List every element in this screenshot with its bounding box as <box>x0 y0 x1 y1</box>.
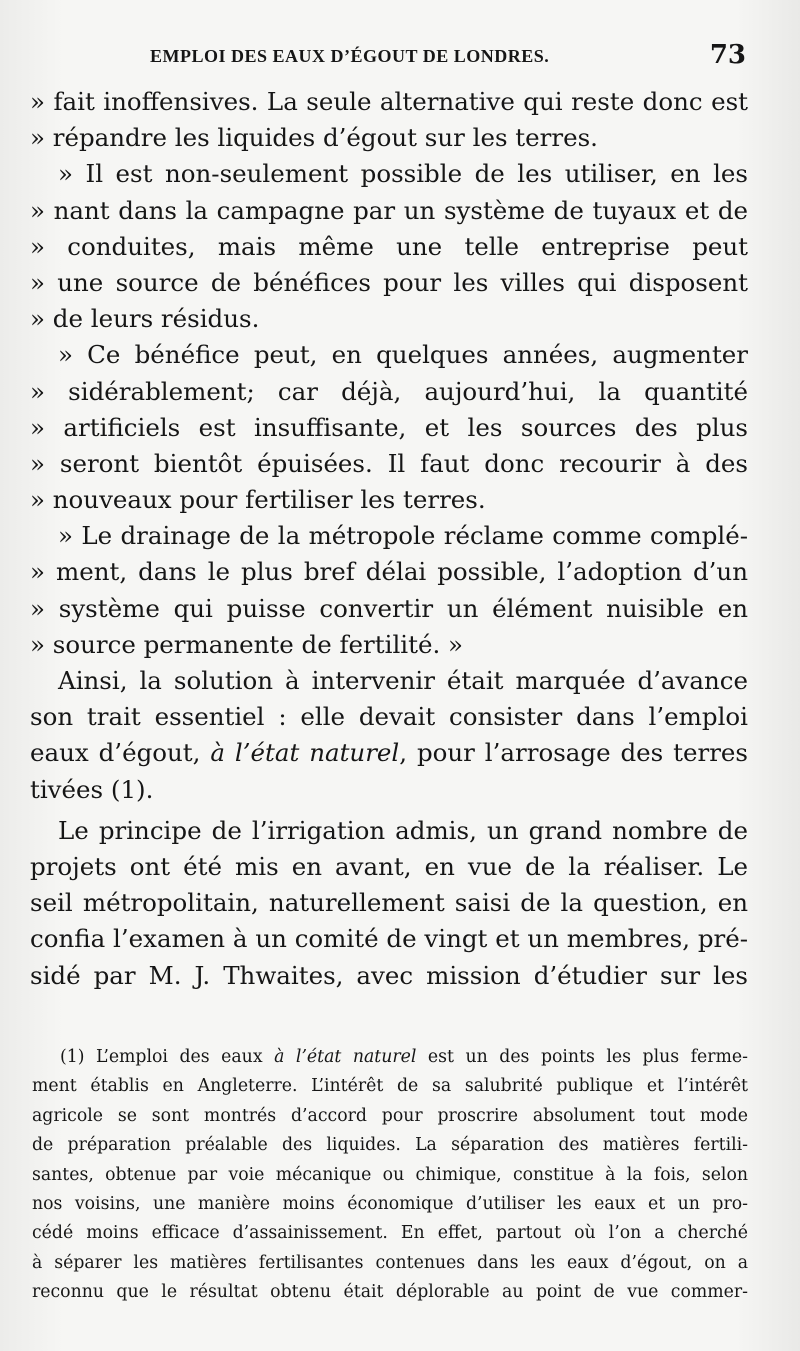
text-line: » système qui puisse convertir un élément nuisible en <box>30 593 748 623</box>
footnote-line: de préparation préalable des liquides. La séparation des matières fertili- <box>32 1135 748 1156</box>
text-line: » Le drainage de la métropole réclame comme complé- <box>58 521 748 551</box>
footnote-line: à séparer les matières fertilisantes contenues dans les eaux d’égout, on a <box>32 1252 748 1273</box>
footnote-line: santes, obtenue par voie mécanique ou chimique, constitue à la fois, selon <box>32 1164 748 1185</box>
italic-phrase: à l’état naturel <box>210 738 400 768</box>
footnote-line: cédé moins efficace d’assainissement. En effet, partout où l’on a cherché <box>32 1223 748 1244</box>
text-line: seil métropolitain, naturellement saisi de la question, en <box>30 888 748 918</box>
text-line: » nant dans la campagne par un système de tuyaux et de <box>30 195 748 225</box>
text-run: (1) L’emploi des eaux <box>60 1047 275 1067</box>
text-line: » seront bientôt épuisées. Il faut donc recourir à des <box>30 448 748 478</box>
text-line: » Il est non-seulement possible de les utiliser, en les <box>58 159 748 189</box>
main-text <box>30 84 748 994</box>
text-line: son trait essentiel : elle devait consister dans l’emploi <box>30 702 748 732</box>
footnote-line: agricole se sont montrés d’accord pour proscrire absolument tout mode <box>32 1105 748 1126</box>
text-run: eaux d’égout, <box>30 738 211 768</box>
text-line: » Ce bénéfice peut, en quelques années, augmenter <box>58 340 748 370</box>
text-line: » ment, dans le plus bref délai possible, l’adoption d’un <box>30 557 748 587</box>
footnote-line: nos voisins, une manière moins économique d’utiliser les eaux et un pro- <box>32 1193 748 1214</box>
italic-phrase: à l’état naturel <box>274 1047 417 1067</box>
text-line: » répandre les liquides d’égout sur les terres. <box>30 123 598 153</box>
running-title: EMPLOI DES EAUX D’ÉGOUT DE LONDRES. <box>150 46 550 66</box>
text-line: sidé par M. J. Thwaites, avec mission d’étudier sur les <box>30 960 748 990</box>
text-line-with-italic <box>30 735 748 771</box>
text-line: tivées (1). <box>30 774 154 804</box>
text-line: Ainsi, la solution à intervenir était marquée d’avance <box>58 666 748 695</box>
text-run: est un des points les plus ferme- <box>416 1047 748 1067</box>
text-line: confia l’examen à un comité de vingt et un membres, pré- <box>30 924 748 954</box>
text-line: » source permanente de fertilité. » <box>30 629 464 659</box>
text-line: » artificiels est insuffisante, et les sources des plus <box>30 412 748 442</box>
footnote-line: ment établis en Angleterre. L’intérêt de sa salubrité publique et l’intérêt <box>32 1076 748 1097</box>
text-run: , pour l’arrosage des terres <box>399 738 748 768</box>
footnote-line: reconnu que le résultat obtenu était déplorable au point de vue commer- <box>32 1282 748 1303</box>
text-line: » une source de bénéfices pour les villes qui disposent <box>30 267 748 297</box>
text-line: » de leurs résidus. <box>30 304 260 334</box>
page-number: 73 <box>709 40 746 70</box>
footnote <box>32 1043 748 1308</box>
text-line: projets ont été mis en avant, en vue de la réaliser. Le <box>30 851 748 881</box>
text-line: » sidérablement; car déjà, aujourd’hui, la quantité <box>30 376 748 406</box>
text-line: » nouveaux pour fertiliser les terres. <box>30 485 486 515</box>
footnote-line-with-italic <box>32 1043 748 1072</box>
page-header <box>30 40 746 80</box>
text-line: Le principe de l’irrigation admis, un grand nombre de <box>58 815 748 845</box>
text-line: » conduites, mais même une telle entreprise peut <box>30 231 748 261</box>
text-line: » fait inoffensives. La seule alternative qui reste donc est <box>30 87 748 116</box>
